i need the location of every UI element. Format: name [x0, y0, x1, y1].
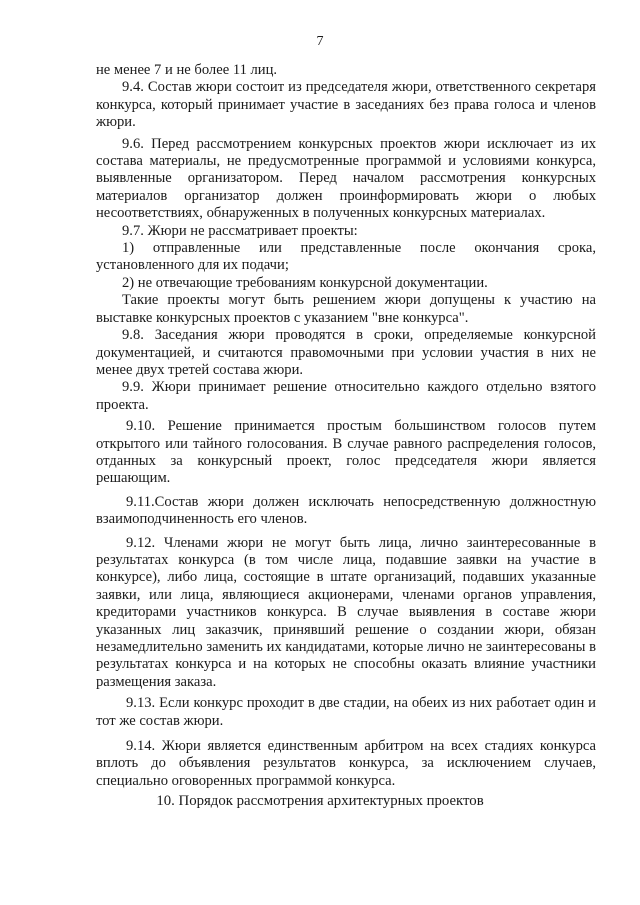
paragraph-9-13: 9.13. Если конкурс проходит в две стадии, на обеих из них работает один и тот же состав жюри. — [96, 695, 596, 729]
paragraph-9-4: 9.4. Состав жюри состоит из председателя жюри, ответственного секретаря конкурса, который принимает участие в заседаниях без права голоса и членов жюри. — [96, 79, 596, 131]
paragraph-exception: Такие проекты могут быть решением жюри допущены к участию на выставке конкурсных проектов с указанием "вне конкурса". — [96, 292, 596, 326]
paragraph-9-12: 9.12. Членами жюри не могут быть лица, лично заинтересованные в результатах конкурса (в том числе лица, подавшие заявки на участие в конкурсе), либо лица, состоящие в штате организаций, подавших указанные заявки, или лица, являющиеся акционерами, членами органов управления, кредиторами участников конкурса. В случае выявления в составе жюри указанных лиц заказчик, принявший решение о создании жюри, обязан незамедлительно заменить их кандидатами, которые лично не заинтересованы в результатах конкурса и на которых не способны оказать влияние участники размещения заказа. — [96, 534, 596, 690]
paragraph-9-11: 9.11.Состав жюри должен исключать непосредственную должностную взаимоподчиненность его членов. — [96, 493, 596, 528]
paragraph-9-14: 9.14. Жюри является единственным арбитром на всех стадиях конкурса вплоть до объявления результатов конкурса, за исключением случаев, специально оговоренных программой конкурса. — [96, 738, 596, 789]
page-number: 7 — [316, 34, 324, 49]
paragraph-9-7: 9.7. Жюри не рассматривает проекты: — [122, 222, 358, 239]
document-body — [96, 62, 596, 790]
paragraph-9-8: 9.8. Заседания жюри проводятся в сроки, определяемые конкурсной документацией, и считаются правомочными при условии участия в них не менее двух третей состава жюри. — [96, 327, 596, 378]
section-heading: 10. Порядок рассмотрения архитектурных проектов — [156, 793, 484, 809]
paragraph-9-10: 9.10. Решение принимается простым большинством голосов путем открытого или тайного голосования. В случае равного распределения голосов, отданных за конкурсный проект, голос председателя жюри является решающим. — [96, 418, 596, 487]
list-item-1: 1) отправленные или представленные после окончания срока, установленного для их подачи; — [96, 240, 596, 274]
paragraph-9-6: 9.6. Перед рассмотрением конкурсных проектов жюри исключает из их состава материалы, не предусмотренные программой и условиями конкурса, выявленные организатором. Перед началом рассмотрения конкурсных материалов организатор должен проинформировать жюри о любых несоответствиях, обнаруженных в полученных конкурсных материалах. — [96, 135, 596, 222]
paragraph-9-9: 9.9. Жюри принимает решение относительно каждого отдельно взятого проекта. — [96, 379, 596, 413]
list-item-2: 2) не отвечающие требованиям конкурсной документации. — [122, 274, 488, 291]
paragraph-continuation: не менее 7 и не более 11 лиц. — [96, 62, 278, 78]
